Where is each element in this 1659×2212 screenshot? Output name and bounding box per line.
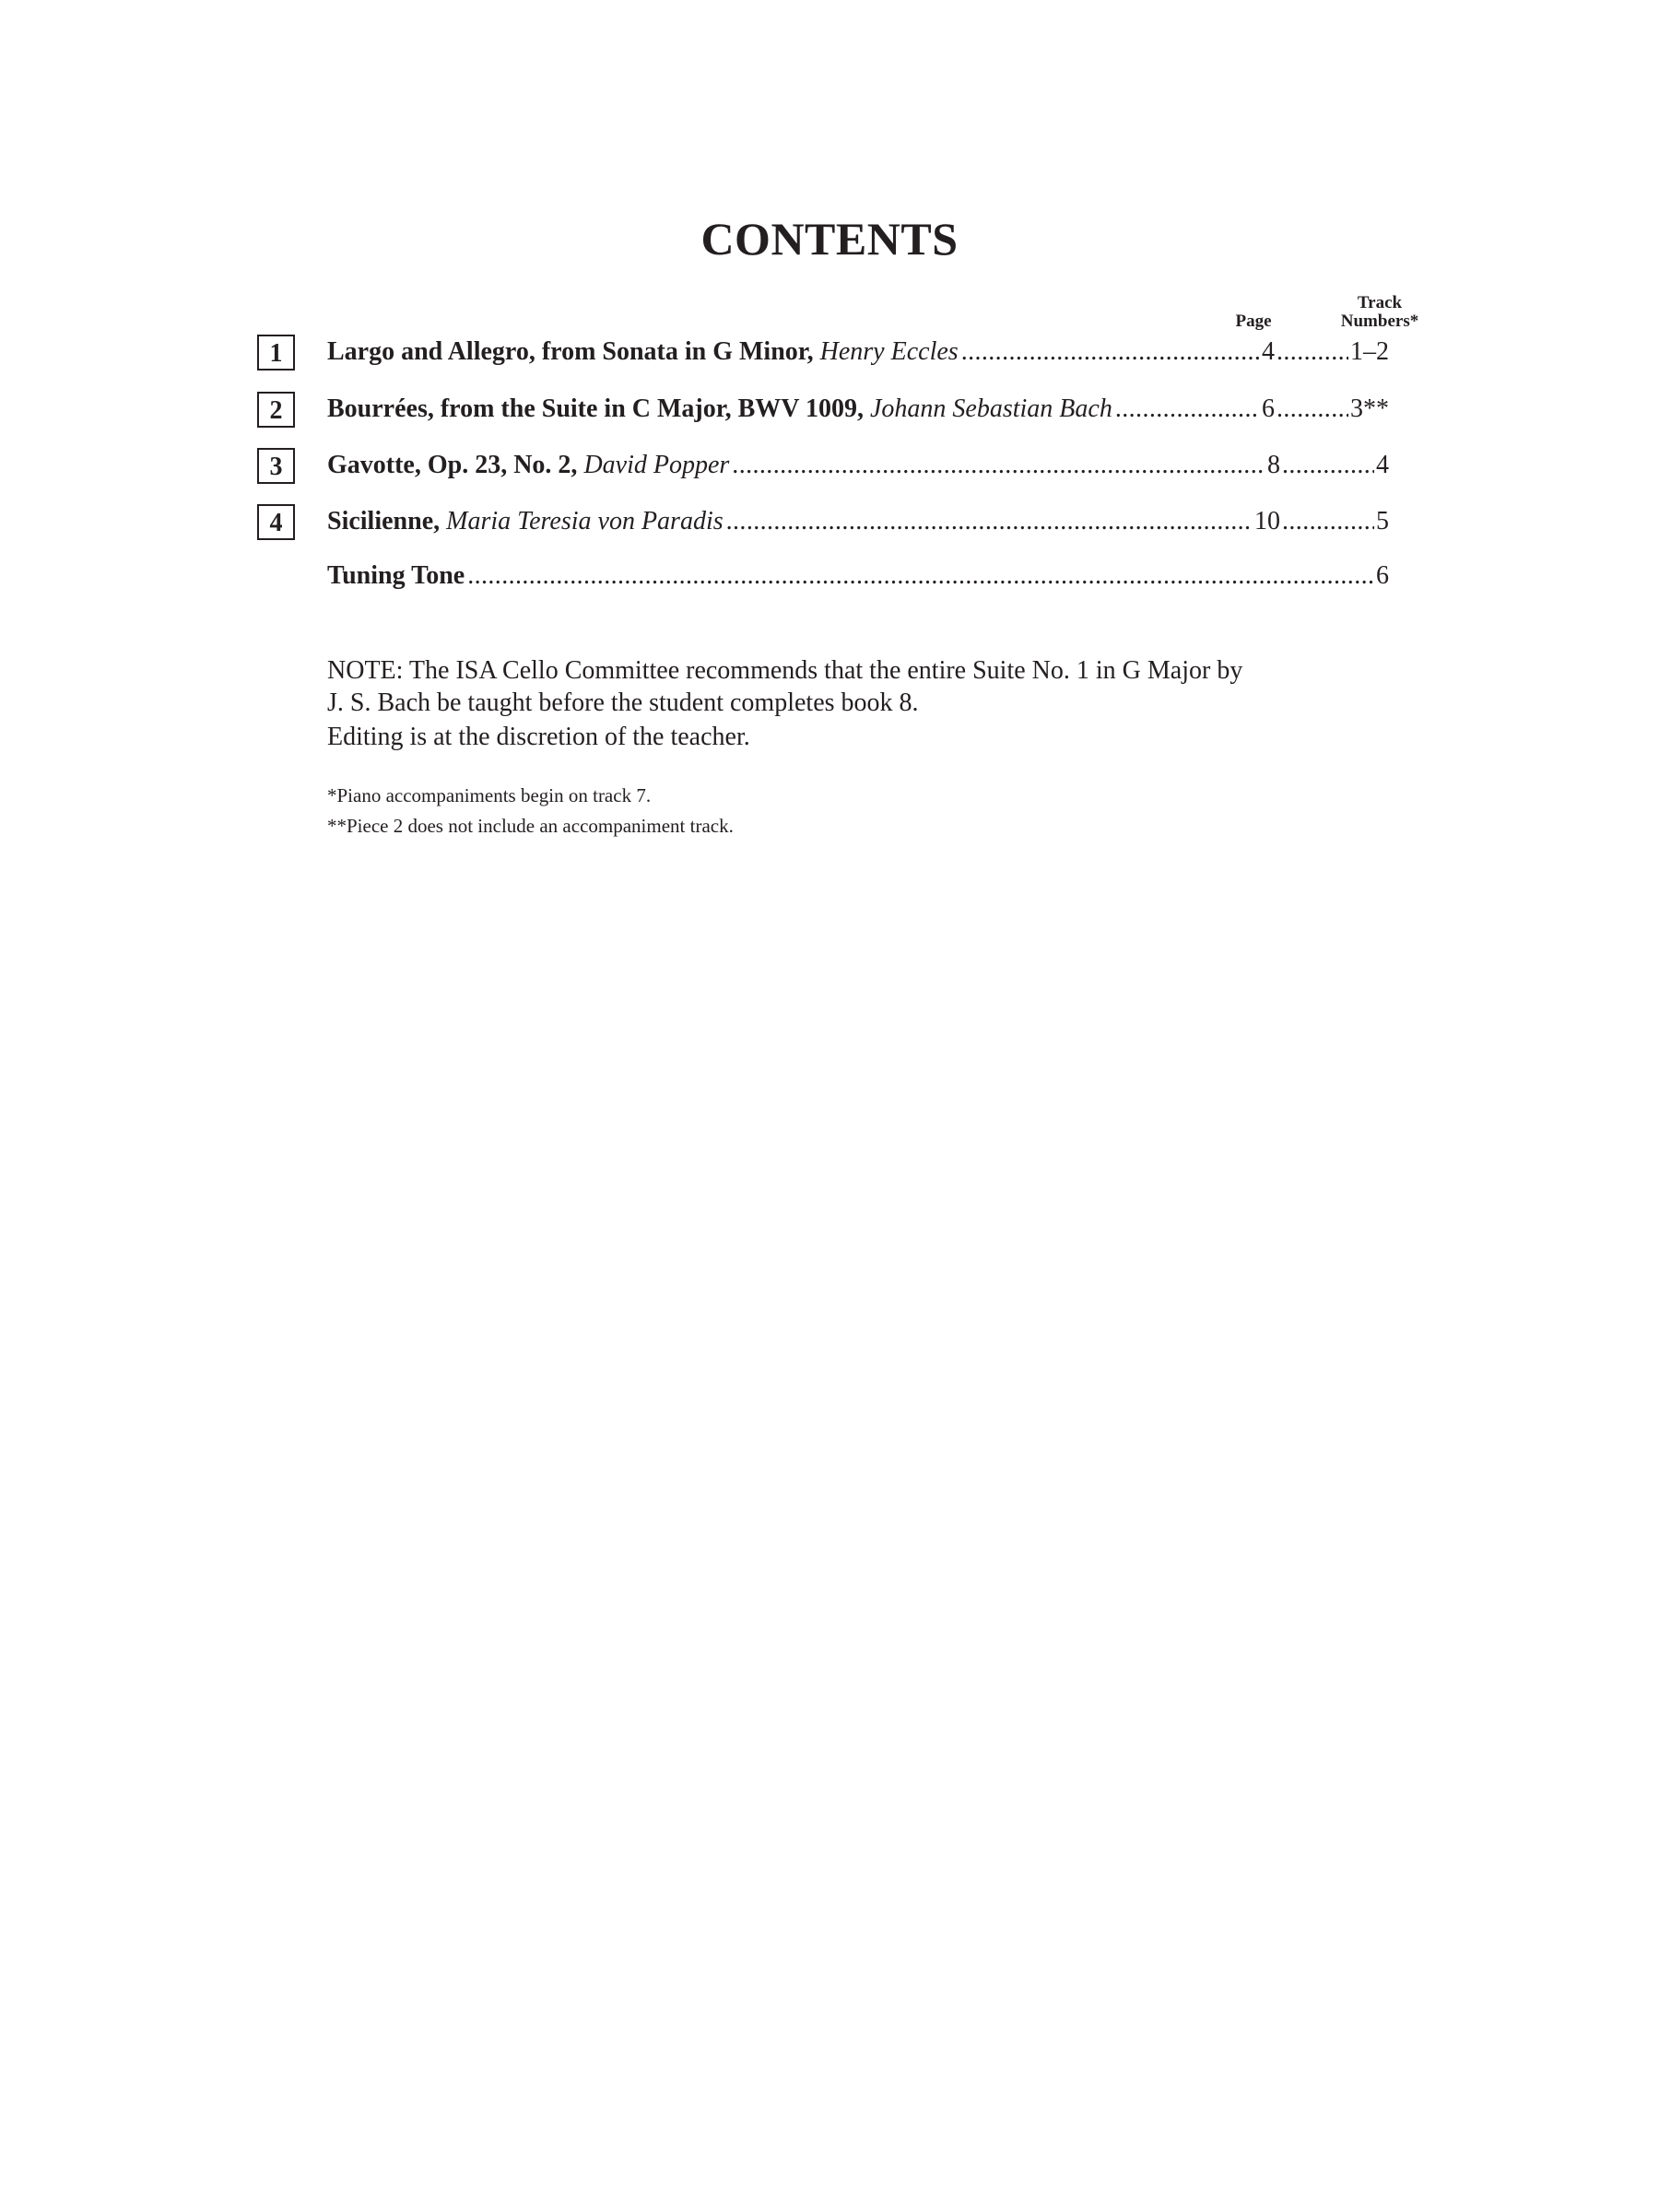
entry-title: Bourrées, from the Suite in C Major, BWV 1009, [327, 394, 864, 423]
contents-entry-2[interactable] [327, 391, 1389, 428]
entry-composer: Henry Eccles [819, 337, 959, 366]
footnote-piece-2: **Piece 2 does not include an accompaniment track. [327, 815, 734, 837]
dot-leader [1282, 447, 1374, 484]
entry-track-numbers: 4 [1376, 451, 1389, 479]
dot-leader [726, 503, 1252, 540]
entry-page-number: 6 [1262, 394, 1275, 423]
contents-entry-1[interactable] [327, 334, 1389, 371]
entry-page-number: 10 [1254, 507, 1280, 535]
note-line: J. S. Bach be taught before the student completes book 8. [327, 688, 919, 717]
dot-leader [467, 558, 1373, 594]
footnotes [327, 783, 1341, 838]
note-line: Editing is at the discretion of the teacher. [327, 723, 750, 751]
entry-composer: David Popper [583, 451, 730, 479]
piece-number-box-4: 4 [257, 504, 295, 540]
committee-note [327, 654, 1341, 753]
entry-title: Sicilienne, [327, 507, 441, 535]
piece-number-box-2: 2 [257, 392, 295, 428]
dot-leader [1277, 334, 1348, 371]
entry-composer: Maria Teresia von Paradis [446, 507, 724, 535]
entry-composer: Johann Sebastian Bach [870, 394, 1112, 423]
entry-track-numbers: 5 [1376, 507, 1389, 535]
piece-number-box-1: 1 [257, 335, 295, 371]
entry-track-numbers: 3** [1350, 394, 1389, 423]
entry-track-numbers: 6 [1376, 561, 1389, 590]
dot-leader [1277, 391, 1348, 428]
track-numbers-column-header [1324, 294, 1435, 331]
entry-title: Gavotte, Op. 23, No. 2, [327, 451, 578, 479]
piece-number-box-3: 3 [257, 448, 295, 484]
track-header-line2: Numbers* [1340, 312, 1419, 331]
page-column-header: Page [1235, 312, 1272, 331]
dot-leader [961, 334, 1259, 371]
contents-entry-4[interactable] [327, 503, 1389, 540]
entry-track-numbers: 1–2 [1350, 337, 1389, 366]
contents-entry-3[interactable] [327, 447, 1389, 484]
dot-leader [1115, 391, 1259, 428]
page-title: CONTENTS [700, 213, 959, 265]
note-line: NOTE: The ISA Cello Committee recommends that the entire Suite No. 1 in G Major by [327, 656, 1243, 685]
entry-title: Tuning Tone [327, 561, 465, 590]
track-header-line1: Track [1357, 293, 1403, 312]
dot-leader [1282, 503, 1374, 540]
entry-page-number: 4 [1262, 337, 1275, 366]
footnote-piano-accompaniment: *Piano accompaniments begin on track 7. [327, 784, 652, 806]
contents-entry-tuning-tone[interactable] [327, 558, 1389, 594]
entry-title: Largo and Allegro, from Sonata in G Minor, [327, 337, 814, 366]
entry-page-number: 8 [1267, 451, 1280, 479]
dot-leader [732, 447, 1265, 484]
